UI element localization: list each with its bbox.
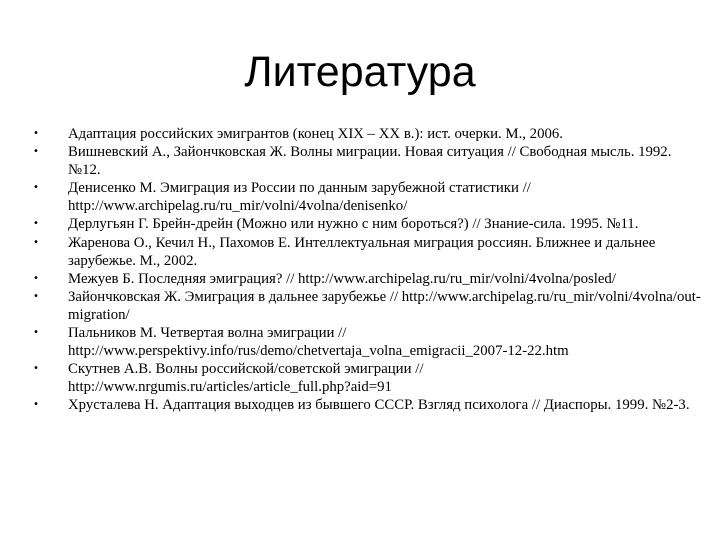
bullet-icon: •	[33, 272, 39, 284]
reference-item	[30, 234, 706, 270]
reference-text: Межуев Б. Последняя эмиграция? // http://www.archipelag.ru/ru_mir/volni/4volna/posled/	[68, 270, 616, 287]
reference-item	[30, 215, 706, 233]
reference-text: Вишневский А., Зайончковская Ж. Волны миграции. Новая ситуация // Свободная мысль. 1992. №12.	[68, 144, 672, 179]
reference-item	[30, 125, 706, 143]
reference-item	[30, 360, 706, 396]
bullet-icon: •	[33, 290, 39, 302]
reference-text: Дерлугьян Г. Брейн-дрейн (Можно или нужно с ним бороться?) // Знание-сила. 1995. №11.	[68, 216, 639, 233]
bullet-icon: •	[33, 146, 39, 158]
reference-text: Денисенко М. Эмиграция из России по данным зарубежной статистики // http://www.archipelag.ru/ru_mir/volni/4volna/denisenko/	[68, 180, 531, 215]
reference-text: Зайончковская Ж. Эмиграция в дальнее зарубежье // http://www.archipelag.ru/ru_mir/volni/4volna/out-migration/	[68, 288, 701, 323]
bullet-icon: •	[33, 327, 39, 339]
reference-text: Пальников М. Четвертая волна эмиграции // http://www.perspektivy.info/rus/demo/chetvertaja_volna_emigracii_2007-12-22.htm	[68, 325, 569, 360]
reference-text: Хрусталева Н. Адаптация выходцев из бывшего СССР. Взгляд психолога // Диаспоры. 1999. №2-3.	[68, 397, 690, 414]
reference-list	[30, 125, 706, 415]
reference-item	[30, 396, 706, 414]
reference-item	[30, 324, 706, 360]
reference-item	[30, 143, 706, 179]
bullet-icon: •	[33, 128, 39, 139]
reference-text: Скутнев А.В. Волны российской/советской эмиграции // http://www.nrgumis.ru/articles/article_full.php?aid=91	[68, 361, 424, 396]
bullet-icon: •	[33, 399, 39, 411]
bullet-icon: •	[33, 236, 39, 248]
reference-item	[30, 179, 706, 215]
bullet-icon: •	[33, 218, 39, 230]
bullet-icon: •	[33, 182, 39, 194]
bullet-icon: •	[33, 363, 39, 375]
reference-item	[30, 270, 706, 288]
reference-text: Жаренова О., Кечил Н., Пахомов Е. Интеллектуальная миграция россиян. Ближнее и дальнее зарубежье. М., 2002.	[68, 234, 656, 269]
reference-text: Адаптация российских эмигрантов (конец XIX – XX в.): ист. очерки. М., 2006.	[68, 126, 563, 142]
slide-title: Литература	[244, 48, 476, 96]
reference-item	[30, 288, 706, 324]
